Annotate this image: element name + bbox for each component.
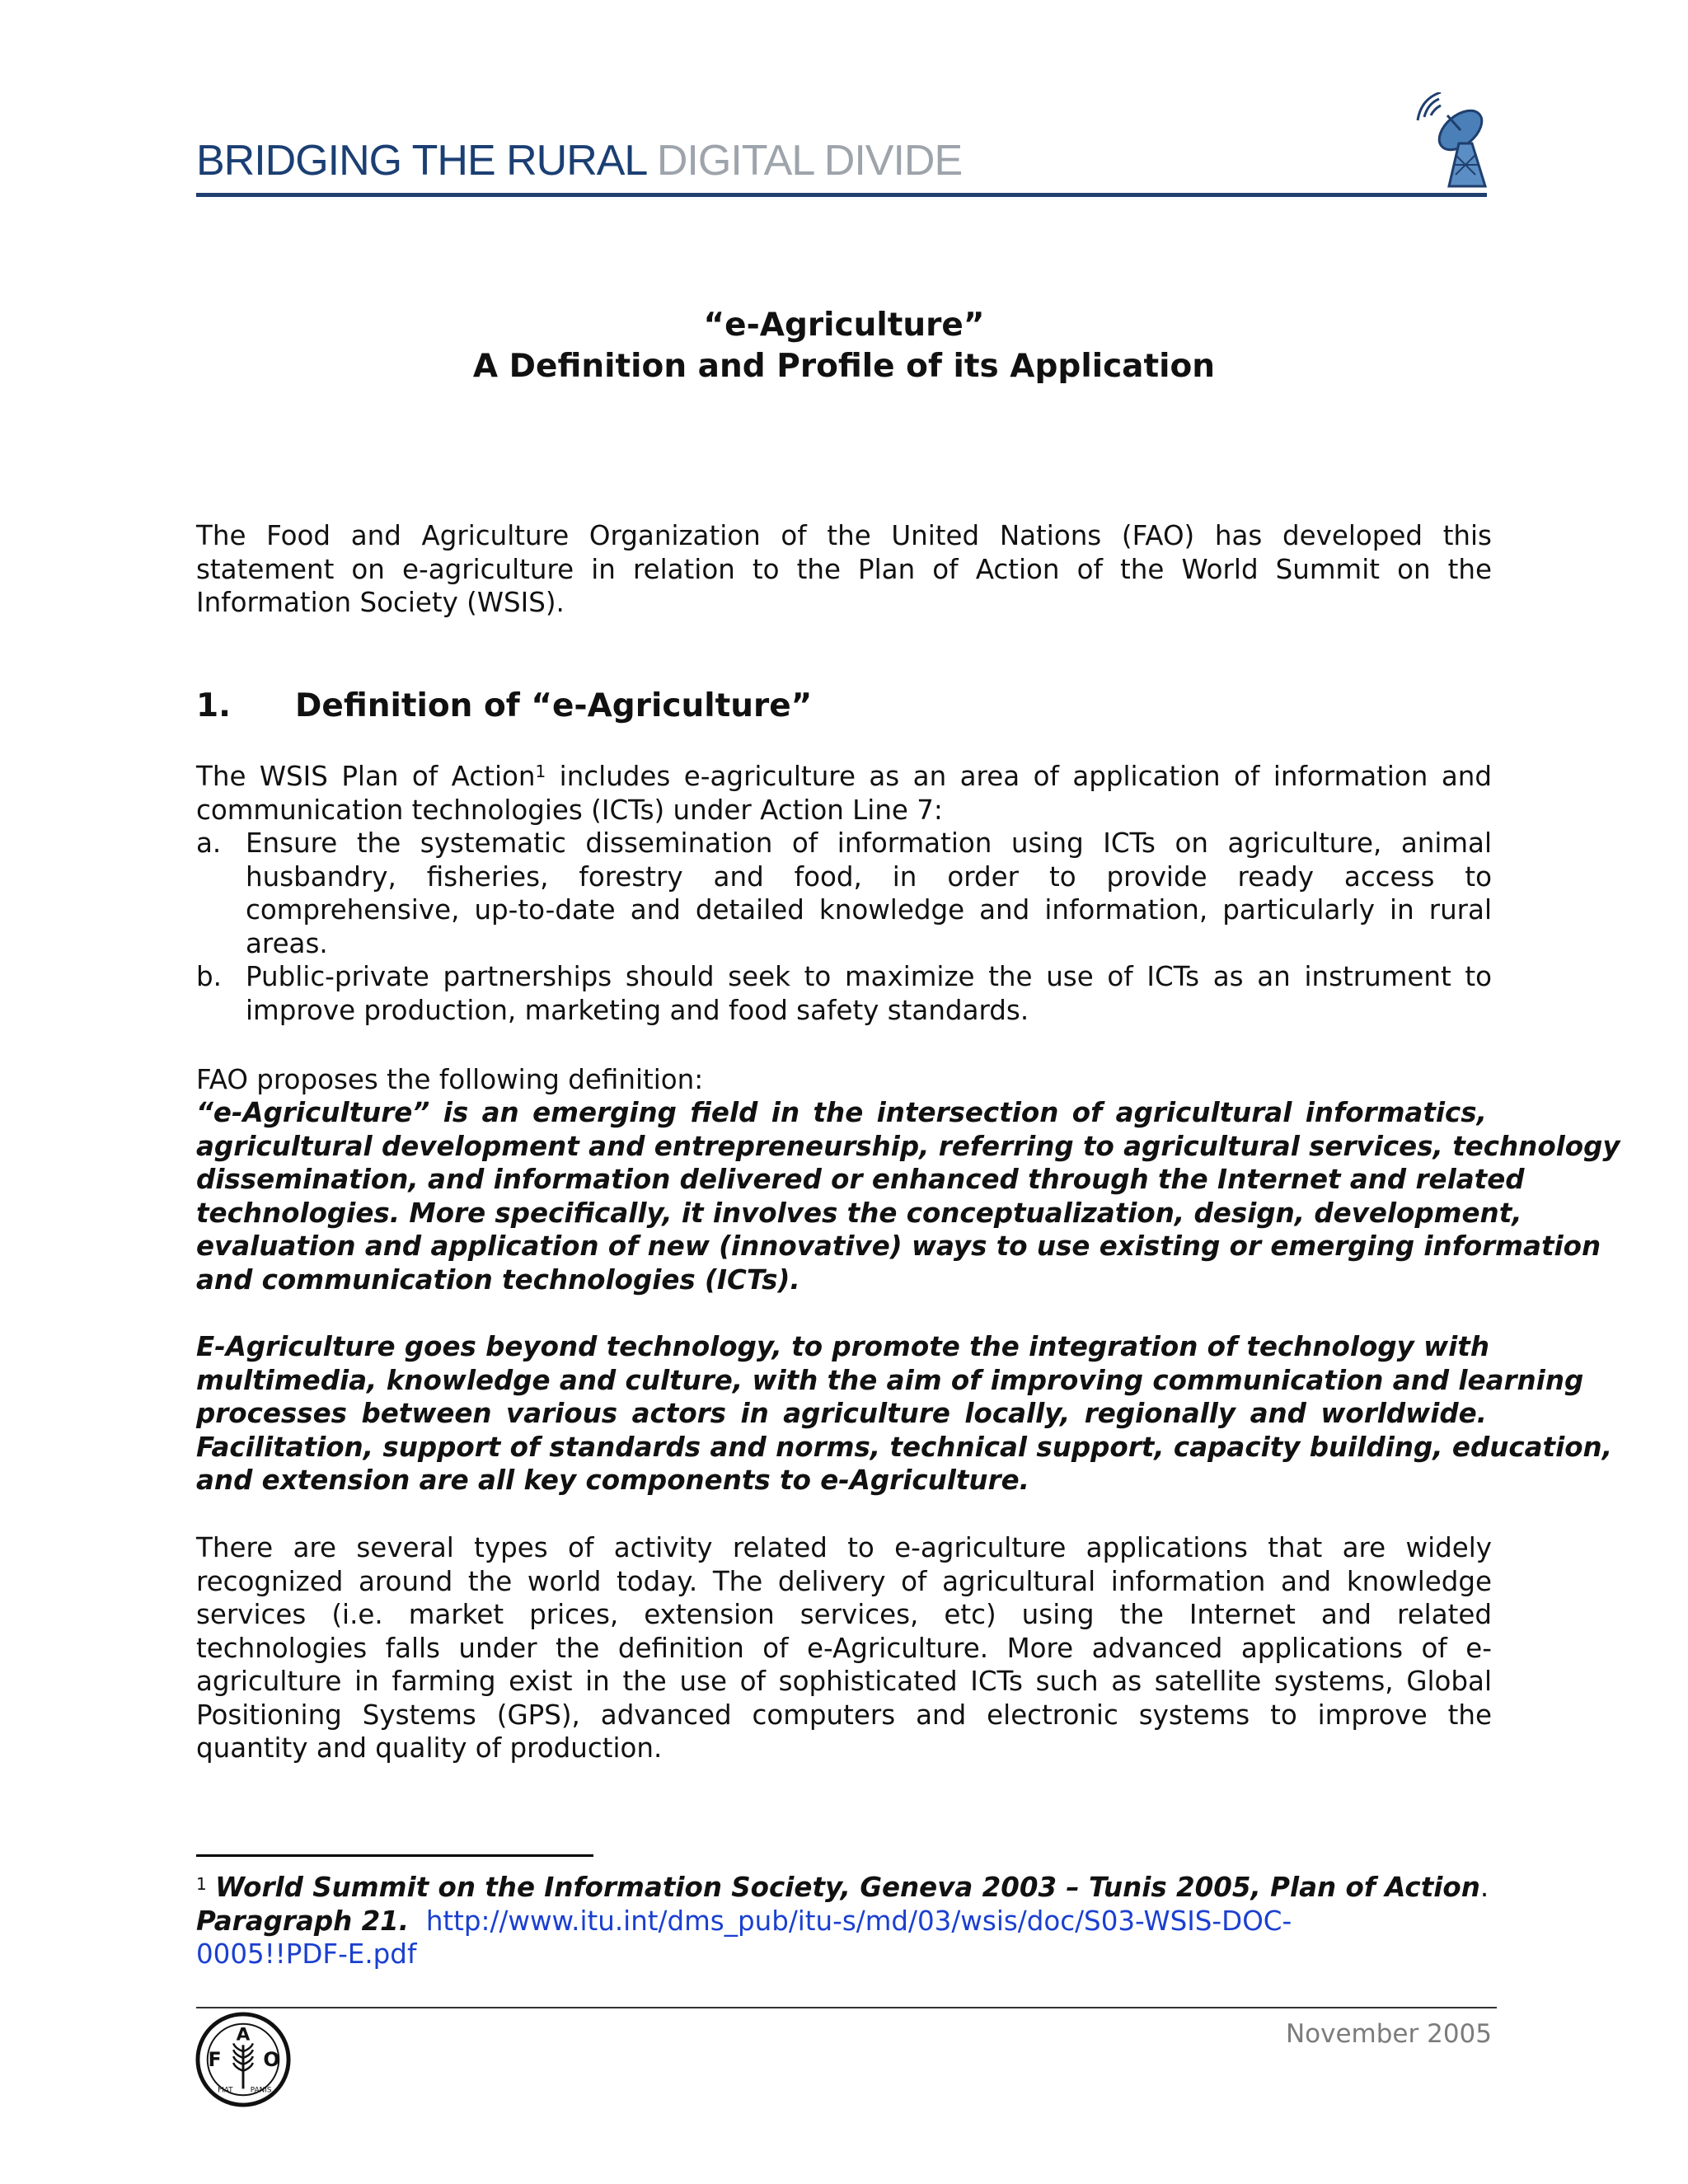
definition-paragraph-2	[196, 1330, 1613, 1497]
definition-intro	[196, 1063, 1492, 1097]
title-line-1: “e-Agriculture”	[703, 307, 985, 344]
definition-line: evaluation and application of new (innovative) ways to use existing or emerging information	[196, 1230, 1601, 1262]
document-title	[196, 305, 1492, 387]
definition-line: and communication technologies (ICTs).	[196, 1263, 800, 1296]
footnote-ref: 1	[535, 762, 546, 781]
definition-line: multimedia, knowledge and culture, with the aim of improving communication and learning	[196, 1364, 1584, 1396]
definition-line: and extension are all key components to e-Agriculture.	[196, 1465, 1029, 1496]
footnote-link-cont[interactable]: 0005!!PDF-E.pdf	[196, 1938, 417, 1970]
paragraph-line: agriculture in farming exist in the use of sophisticated ICTs such as satellite systems, Global	[196, 1666, 1492, 1697]
text-run: includes e-agriculture as an area of application of information and	[546, 761, 1492, 792]
paragraph-line: services (i.e. market prices, extension services, etc) using the Internet and related	[196, 1599, 1492, 1630]
footnote-number: 1	[196, 1874, 207, 1894]
intro-paragraph	[196, 519, 1492, 620]
wsis-paragraph	[196, 760, 1492, 827]
paragraph-line: Positioning Systems (GPS), advanced computers and electronic systems to improve the	[196, 1699, 1492, 1731]
fao-logo-letter-a: A	[236, 2024, 251, 2046]
list-item-line: improve production, marketing and food safety standards.	[246, 994, 1029, 1026]
footer-divider	[196, 2007, 1497, 2008]
list-item-line: husbandry, fisheries, forestry and food, in order to provide ready access to	[246, 860, 1492, 893]
paragraph-line: communication technologies (ICTs) under Action Line 7:	[196, 794, 943, 826]
footer-date: November 2005	[1285, 2019, 1492, 2049]
header-title	[196, 136, 962, 185]
header-title-strong: BRIDGING THE RURAL	[196, 137, 646, 185]
action-line-list	[196, 827, 1492, 1027]
section-heading	[196, 687, 812, 724]
header-divider	[196, 193, 1487, 197]
list-item	[196, 960, 1492, 1027]
fao-logo-motto-right: PANIS	[250, 2086, 272, 2095]
list-marker: a.	[196, 827, 222, 859]
paragraph-line	[196, 760, 1492, 794]
footnote-link[interactable]: http://www.itu.int/dms_pub/itu-s/md/03/wsis/doc/S03-WSIS-DOC-	[425, 1905, 1292, 1937]
fao-logo-motto-left: FIAT	[218, 2086, 233, 2095]
definition-line: dissemination, and information delivered or enhanced through the Internet and related	[196, 1164, 1525, 1195]
footnote-line	[196, 1938, 1515, 1971]
title-line-2: A Definition and Profile of its Application	[472, 348, 1216, 385]
footnote-line	[196, 1905, 1515, 1938]
definition-line: technologies. More specifically, it involves the conceptualization, design, development,	[196, 1197, 1522, 1229]
definition-line: processes between various actors in agriculture locally, regionally and worldwide.	[196, 1398, 1487, 1429]
header-title-light: DIGITAL DIVIDE	[656, 137, 963, 185]
list-item-line: Public-private partnerships should seek to maximize the use of ICTs as an instrument to	[246, 961, 1492, 992]
section-number: 1.	[196, 687, 231, 724]
intro-line: The Food and Agriculture Organization of the United Nations (FAO) has developed this	[196, 520, 1492, 551]
satellite-dish-icon	[1409, 92, 1492, 191]
definition-line: E-Agriculture goes beyond technology, to promote the integration of technology with	[196, 1331, 1489, 1362]
paragraph-line: quantity and quality of production.	[196, 1732, 663, 1764]
paragraph-line: There are several types of activity related to e-agriculture applications that are widely	[196, 1532, 1492, 1563]
intro-line: statement on e-agriculture in relation to the Plan of Action of the World Summit on the	[196, 553, 1492, 585]
paragraph-line: FAO proposes the following definition:	[196, 1064, 704, 1095]
paragraph-line: technologies falls under the definition of e-Agriculture. More advanced applications of e-	[196, 1632, 1492, 1664]
fao-logo-letter-f: F	[208, 2047, 222, 2071]
footnote	[196, 1871, 1515, 1971]
definition-paragraph	[196, 1096, 1620, 1296]
list-item-line: comprehensive, up-to-date and detailed knowledge and information, particularly in rural	[246, 894, 1492, 926]
definition-line: Facilitation, support of standards and norms, technical support, capacity building, education,	[196, 1431, 1613, 1463]
intro-line: Information Society (WSIS).	[196, 587, 565, 618]
list-item-line: areas.	[246, 927, 328, 959]
text-run: The WSIS Plan of Action	[196, 761, 536, 792]
footnote-divider	[196, 1854, 593, 1857]
list-item	[196, 827, 1492, 960]
footnote-line	[196, 1871, 1515, 1905]
section-title: Definition of “e-Agriculture”	[295, 687, 813, 724]
definition-line: “e-Agriculture” is an emerging field in the intersection of agricultural informatics,	[196, 1097, 1487, 1128]
list-marker: b.	[196, 961, 222, 992]
footnote-period: .	[1479, 1872, 1489, 1903]
footnote-paragraph: Paragraph 21.	[196, 1905, 410, 1937]
paragraph-line: recognized around the world today. The delivery of agricultural information and knowledge	[196, 1565, 1492, 1597]
footnote-citation: World Summit on the Information Society, Geneva 2003 – Tunis 2005, Plan of Action	[215, 1872, 1480, 1903]
list-item-line: Ensure the systematic dissemination of information using ICTs on agriculture, animal	[246, 827, 1492, 859]
fao-logo-letter-o: O	[263, 2047, 280, 2071]
definition-line: agricultural development and entrepreneurship, referring to agricultural services, technology	[196, 1130, 1620, 1162]
applications-paragraph	[196, 1531, 1492, 1765]
fao-logo-icon	[195, 2011, 292, 2108]
